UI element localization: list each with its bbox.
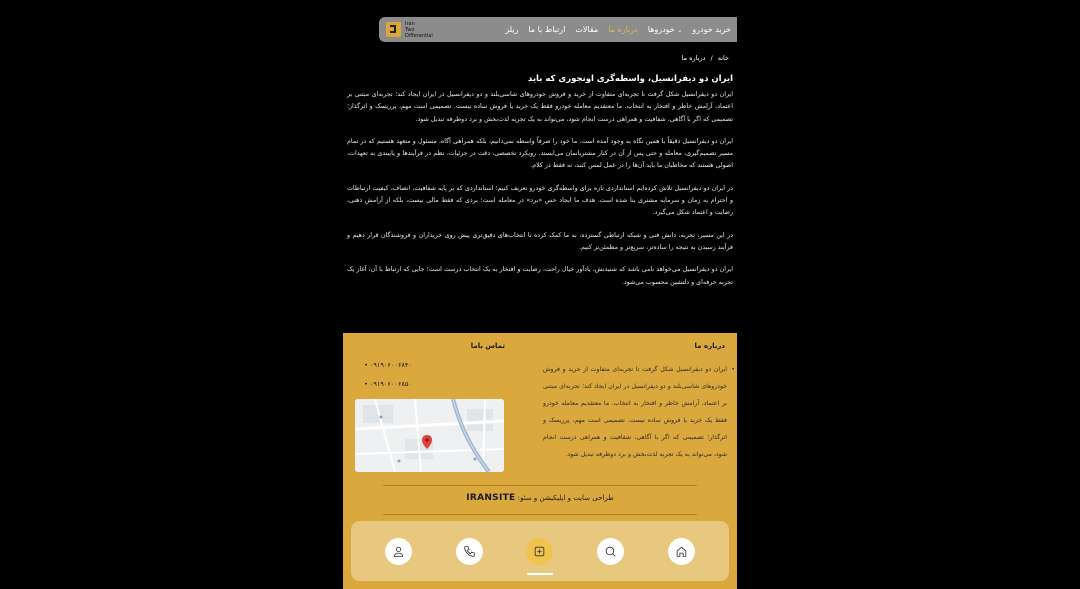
search-icon — [604, 545, 617, 558]
menu-item-buy-car[interactable]: خرید خودرو — [692, 25, 731, 34]
footer-credits: طراحی سایت و اپلیکیشن و سئو: IRANSITE — [466, 493, 614, 503]
breadcrumb — [682, 54, 729, 62]
add-listing-icon — [533, 545, 546, 558]
home-indicator — [527, 573, 553, 575]
mobile-bottom-nav — [351, 521, 729, 581]
credits-brand-link[interactable]: IRANSITE — [466, 493, 516, 503]
location-map[interactable] — [355, 399, 504, 472]
menu-item-about[interactable]: درباره ما — [608, 25, 638, 34]
bottom-nav-add-listing-button[interactable] — [526, 538, 553, 565]
bottom-nav-search-button[interactable] — [597, 538, 624, 565]
phone-number[interactable]: • ۰۹۱۹۰۶۰۰۶۸۵۰ — [364, 380, 412, 388]
logo-text: Iran Two Differential — [405, 20, 433, 39]
bottom-nav-profile-button[interactable] — [385, 538, 412, 565]
footer-contact-heading: تماس باما — [470, 342, 505, 350]
top-navbar — [379, 17, 737, 42]
menu-item-cars[interactable]: خودروها ⌄ — [647, 25, 683, 34]
phone-icon — [463, 545, 476, 558]
menu-item-contact[interactable]: ارتباط با ما — [528, 25, 566, 34]
breadcrumb-separator: / — [710, 54, 713, 62]
about-content — [347, 89, 733, 299]
main-menu — [505, 25, 731, 34]
footer-about-text: • ایران دو دیفرانسیل شکل گرفت تا تجربه‌ای متفاوت از خرید و فروش خودروهای شاسی‌بلند و دو دیفرانسیل در ایران ایجاد کند؛ تجربه‌ای مبتنی بر اعتماد، آرامش خاطر و افتخار به انتخاب. ما معتقدیم معامله خودرو فقط یک خرید یا فروش ساده نیست. تصمیمی است مهم، پرریسک و اثرگذار؛ تصمیمی که اگر با آگاهی، شفافیت و همراهی درست انجام شود، می‌تواند به یک تجربه لذت‌بخش و برد دوطرفه تبدیل شود. — [543, 361, 727, 463]
about-paragraph: در این مسیر، تجربه، دانش فنی و شبکه ارتباطی گسترده، به ما کمک کرده تا انتخاب‌های دقیق‌تری پیش روی خریداران و فروشندگان قرار دهیم و فرآیند رسیدن به نتیجه را ساده‌تر، سریع‌تر و مطمئن‌تر کنیم. — [347, 231, 733, 251]
footer — [343, 333, 737, 589]
footer-about-heading: درباره ما — [694, 342, 725, 350]
chevron-down-icon: ⌄ — [677, 27, 683, 34]
map-graphic — [355, 399, 504, 472]
breadcrumb-current: درباره ما — [681, 54, 706, 62]
bottom-nav-call-button[interactable] — [456, 538, 483, 565]
user-icon — [392, 545, 405, 558]
phone-number[interactable]: • ۰۹۱۹۰۶۰۰۶۸۴۰ — [364, 361, 412, 369]
logo-mark — [386, 22, 401, 37]
bottom-nav-home-button[interactable] — [668, 538, 695, 565]
about-paragraph: ایران دو دیفرانسیل می‌خواهد نامی باشد که شنیدنش، یادآور خیال راحت، رضایت و افتخار به یک انتخاب درست است؛ جایی که ارتباط با آن، آغاز یک تجربه حرفه‌ای و دلنشین محسوب می‌شود. — [347, 266, 733, 286]
menu-item-reels[interactable]: ریلز — [505, 25, 519, 34]
page — [343, 0, 737, 589]
home-icon — [675, 545, 688, 558]
menu-item-articles[interactable]: مقالات — [575, 25, 599, 34]
footer-divider — [383, 485, 697, 486]
about-paragraph: در ایران دو دیفرانسیل تلاش کرده‌ایم استانداردی تازه برای واسطه‌گری خودرو تعریف کنیم؛ استانداردی که بر پایه شفافیت، انصاف، کیفیت ارتباطات و احترام به زمان و سرمایه مشتری بنا شده است. هدف ما ایجاد حس «برد» در معامله است؛ بردی که فقط مالی نیست، بلکه از آرامش ذهنی، رضایت و اعتماد شکل می‌گیرد. — [347, 184, 733, 217]
site-logo[interactable] — [386, 21, 433, 39]
breadcrumb-home[interactable]: خانه — [717, 54, 729, 62]
about-paragraph: ایران دو دیفرانسیل دقیقاً با همین نگاه به وجود آمده است. ما خود را صرفاً واسطه نمی‌دانیم، بلکه همراهی آگاه، مسئول و متعهد هستیم که در تمام مسیر تصمیم‌گیری، معامله و حتی پس از آن در کنار مشتریانمان می‌ایستد. رویکرد تخصصی، دقت در جزئیات، نظم در فرآیندها و پایبندی به تعهدات، اصولی هستند که مخاطبان ما باید آن‌ها را در عمل لمس کنند، نه فقط در کلام. — [347, 137, 733, 170]
page-title: ایران دو دیفرانسیل، واسطه‌گری اونجوری که باید — [527, 74, 733, 84]
footer-divider — [383, 514, 697, 515]
about-paragraph: ایران دو دیفرانسیل شکل گرفت تا تجربه‌ای متفاوت از خرید و فروش خودروهای شاسی‌بلند و دو دیفرانسیل در ایران ایجاد کند؛ تجربه‌ای مبتنی بر اعتماد، آرامش خاطر و افتخار به انتخاب. ما معتقدیم معامله خودرو فقط یک خرید یا فروش ساده نیست. تصمیمی است مهم، پرریسک و اثرگذار؛ تصمیمی که اگر با آگاهی، شفافیت و همراهی درست انجام شود، می‌تواند به یک تجربه لذت‌بخش و برد دوطرفه تبدیل شود. — [347, 91, 733, 123]
